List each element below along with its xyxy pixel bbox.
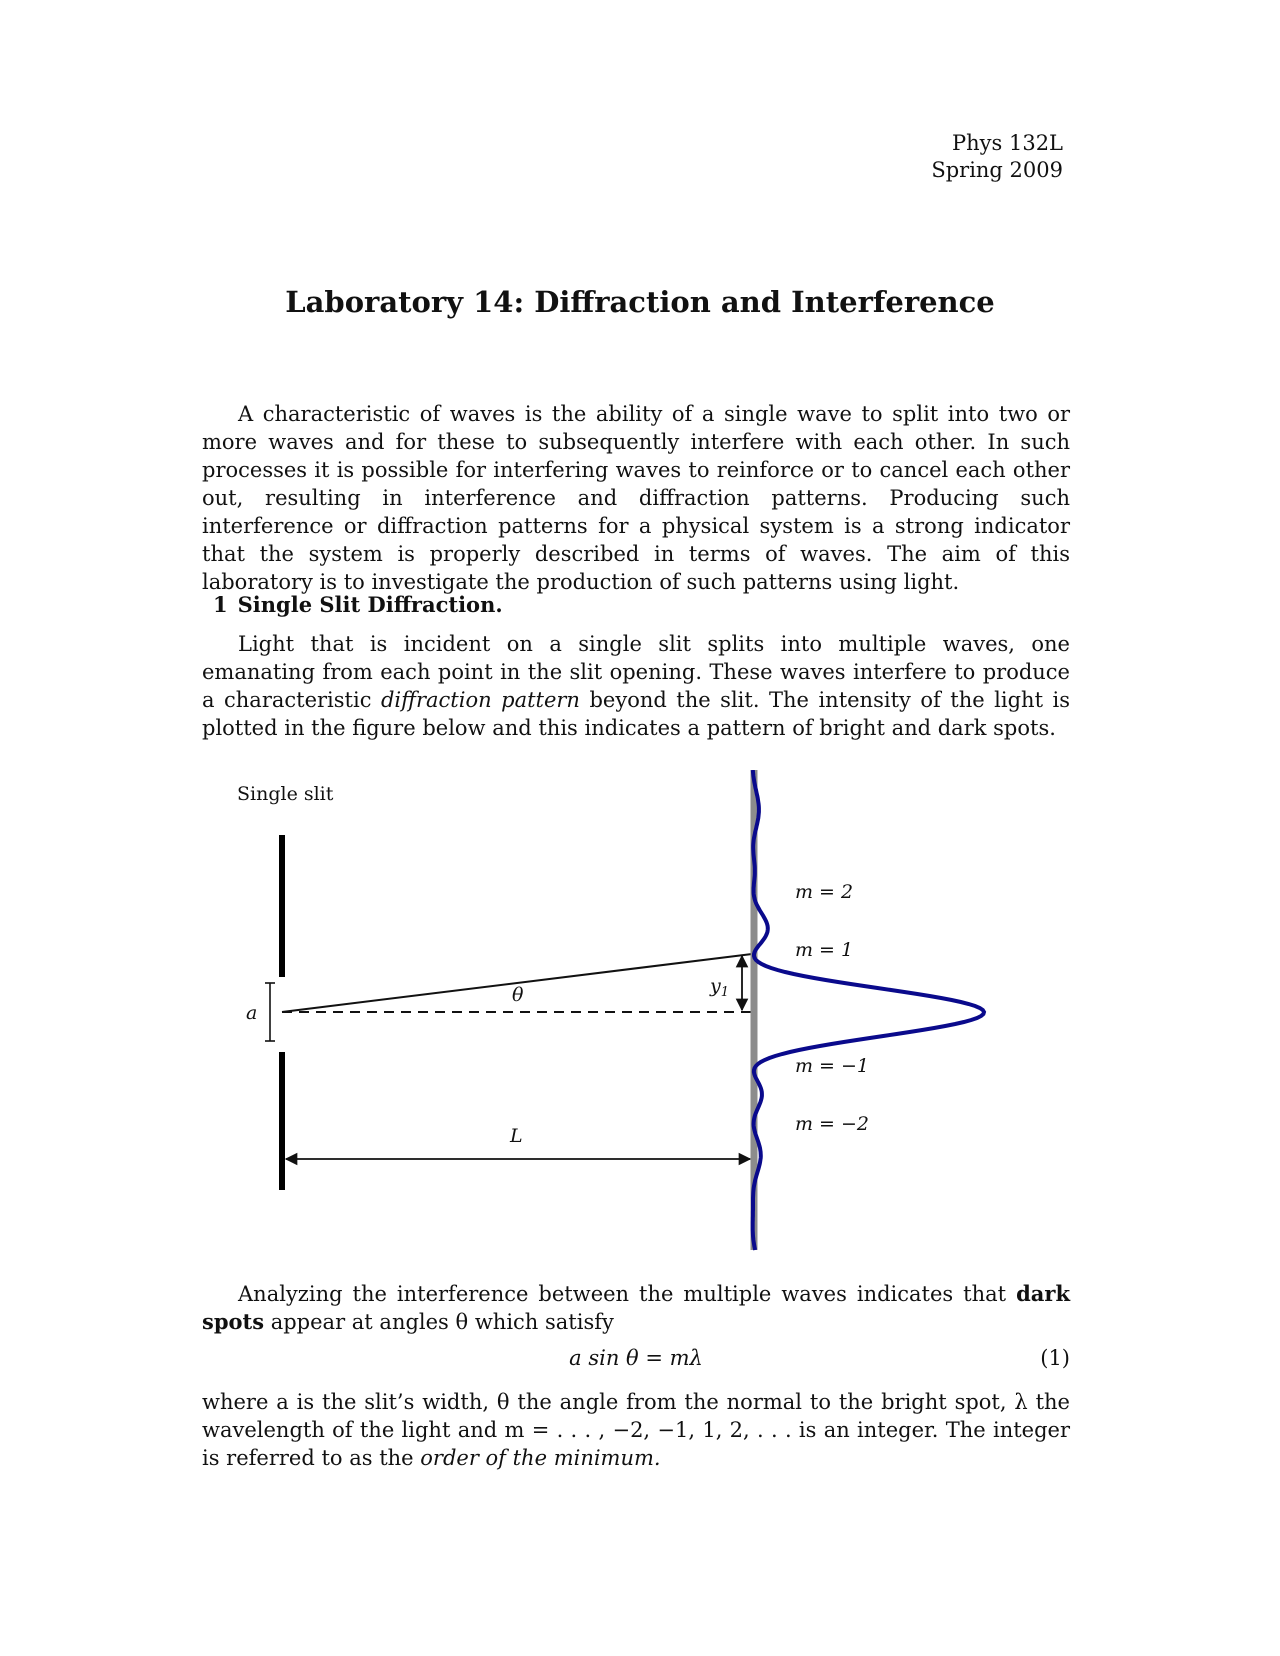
- equation-number: (1): [1040, 1346, 1070, 1370]
- order-label-m2: m = 2: [795, 881, 854, 903]
- order-label-m1: m = 1: [795, 939, 854, 961]
- course-info: [931, 130, 1063, 184]
- section-text-a: Light that is incident on a single slit splits into multiple waves, one emanating from each point in the slit opening. These waves interfere to produce a characteristic: [202, 632, 1070, 712]
- intro-paragraph: A characteristic of waves is the ability of a single wave to split into two or more waves and for these to subsequently interfere with each other. In such processes it is possible for interfering waves to reinforce or to cancel each other out, resulting in interference and diffraction patterns. Producing such interference or diffraction patterns for a physical system is a strong indicator that the system is properly described in terms of waves. The aim of this laboratory is to investigate the production of such patterns using light.: [202, 402, 1070, 594]
- section-heading: [213, 592, 503, 617]
- section-number: 1: [213, 592, 228, 617]
- analysis-paragraph: [202, 1280, 1070, 1336]
- page-title: Laboratory 14: Diffraction and Interference: [285, 285, 995, 319]
- section-paragraph: [202, 630, 1070, 742]
- intensity-curve: [753, 770, 984, 1250]
- explanation-paragraph: [202, 1388, 1070, 1472]
- analysis-text-a: Analyzing the interference between the multiple waves indicates that: [238, 1282, 1017, 1306]
- figure-label: Single slit: [237, 783, 334, 805]
- equation-row: [202, 1346, 1070, 1376]
- y1-symbol: $y_1$: [710, 975, 730, 1000]
- order-label-mneg2: m = −2: [795, 1113, 870, 1135]
- order-label-mneg1: m = −1: [795, 1055, 870, 1077]
- single-slit-diagram: [0, 770, 1280, 1260]
- explanation-text-a: where a is the slit’s width, θ the angle from the normal to the bright spot, λ the wavelength of the light and m = . . . , −2, −1, 1, 2, . . . is an integer. The integer is referred to as the: [202, 1390, 1070, 1470]
- section-text-b: beyond the slit. The intensity of the light is plotted in the figure below and this indicates a pattern of bright and dark spots.: [202, 688, 1070, 740]
- section-title: Single Slit Diffraction.: [237, 592, 503, 617]
- single-slit-figure: [0, 770, 1280, 1260]
- analysis-bold: dark spots: [202, 1281, 1070, 1334]
- course-code: Phys 132L: [952, 131, 1063, 155]
- distance-symbol: L: [510, 1125, 523, 1147]
- section-text-em: diffraction pattern: [380, 688, 580, 712]
- equation: a sin θ = mλ: [569, 1346, 703, 1370]
- angle-symbol: θ: [512, 984, 524, 1006]
- course-term: Spring 2009: [931, 158, 1063, 182]
- slit-width-symbol: a: [246, 1002, 258, 1024]
- explanation-em: order of the minimum.: [420, 1446, 661, 1470]
- analysis-text-b: appear at angles θ which satisfy: [264, 1310, 614, 1334]
